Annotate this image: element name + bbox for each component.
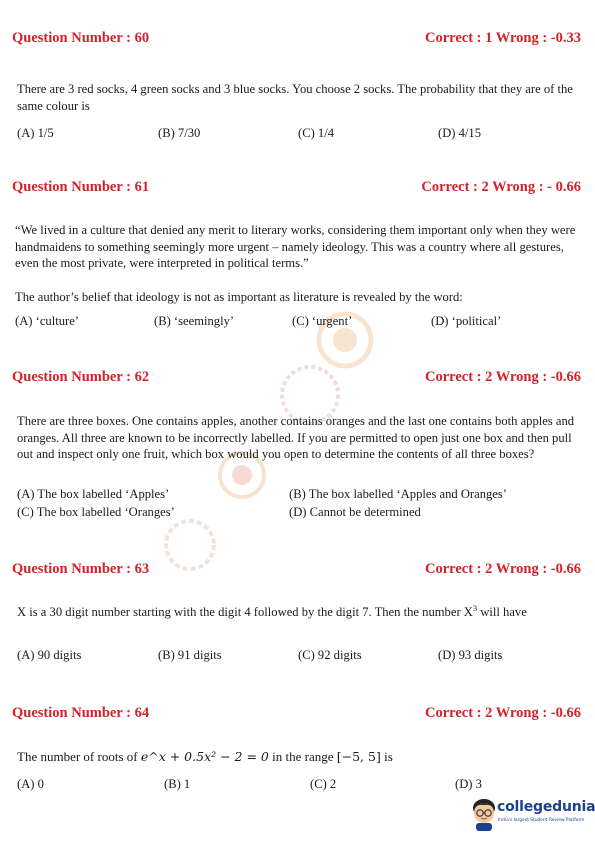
- question-number: Question Number : 60: [12, 30, 150, 46]
- equation: e^x + 0.5x² − 2 = 0: [140, 749, 269, 764]
- question-text: There are three boxes. One contains apples, another contains oranges and the last one contains both apples and oranges. All three are known to be incorrectly labelled. If you are permitted to open just one box and then pull out and inspect only one fruit, which box would you open to determine the contents of all three boxes?: [17, 414, 575, 461]
- option-a[interactable]: (A) 90 digits: [17, 648, 82, 662]
- marking-scheme: Correct : 1 Wrong : -0.33: [425, 30, 581, 46]
- question-number: Question Number : 64: [12, 705, 150, 721]
- question-text: X is a 30 digit number starting with the digit 4 followed by the digit 7. Then the number $X^3$ will have: [17, 602, 527, 619]
- option-c[interactable]: (C) The box labelled ‘Oranges’: [17, 505, 175, 519]
- option-b[interactable]: (B) The box labelled ‘Apples and Oranges’: [289, 487, 507, 501]
- option-d[interactable]: (D) 4/15: [438, 126, 482, 140]
- question-number: Question Number : 61: [12, 179, 150, 195]
- option-b[interactable]: (B) ‘seemingly’: [154, 314, 235, 328]
- question-header-60: [12, 30, 581, 48]
- option-a[interactable]: (A) 1/5: [17, 126, 54, 140]
- option-c[interactable]: (C) 92 digits: [298, 648, 362, 662]
- option-d[interactable]: (D) Cannot be determined: [289, 505, 421, 519]
- option-a[interactable]: (A) 0: [17, 777, 44, 791]
- marking-scheme: Correct : 2 Wrong : -0.66: [425, 561, 581, 577]
- option-a[interactable]: (A) The box labelled ‘Apples’: [17, 487, 170, 501]
- option-a[interactable]: (A) ‘culture’: [15, 314, 79, 328]
- question-header-61: [12, 179, 581, 197]
- question-number: Question Number : 63: [12, 561, 150, 577]
- question-text: The author’s belief that ideology is not as important as literature is revealed by the word:: [15, 290, 463, 304]
- question-header-62: [12, 369, 581, 387]
- marking-scheme: Correct : 2 Wrong : -0.66: [425, 705, 581, 721]
- logo-tagline: India's largest Student Review Platform: [498, 818, 585, 823]
- option-c[interactable]: (C) 1/4: [298, 126, 335, 140]
- question-header-64: [12, 705, 581, 723]
- question-header-63: [12, 561, 581, 579]
- option-d[interactable]: (D) 3: [455, 777, 482, 791]
- question-text: The number of roots of e^x + 0.5x² − 2 = 0 in the range [−5, 5] is: [17, 749, 393, 764]
- range: [−5, 5]: [336, 749, 381, 764]
- option-b[interactable]: (B) 91 digits: [158, 648, 222, 662]
- option-d[interactable]: (D) 93 digits: [438, 648, 503, 662]
- marking-scheme: Correct : 2 Wrong : - 0.66: [421, 179, 581, 195]
- mascot-icon: [470, 796, 498, 832]
- option-c[interactable]: (C) ‘urgent’: [292, 314, 353, 328]
- exponent: 3: [472, 602, 478, 613]
- question-text: There are 3 red socks, 4 green socks and 3 blue socks. You choose 2 socks. The probability that they are of the same colour is: [17, 82, 573, 113]
- question-number: Question Number : 62: [12, 369, 150, 385]
- marking-scheme: Correct : 2 Wrong : -0.66: [425, 369, 581, 385]
- option-b[interactable]: (B) 1: [164, 777, 191, 791]
- logo-wordmark: collegedunia: [497, 799, 595, 815]
- option-d[interactable]: (D) ‘political’: [431, 314, 502, 328]
- option-b[interactable]: (B) 7/30: [158, 126, 201, 140]
- passage-text: “We lived in a culture that denied any merit to literary works, considering them important only when they were handmaidens to something seemingly more urgent – namely ideology. This was a country where all gestures, even the most private, were interpreted in political terms.”: [15, 223, 576, 270]
- option-c[interactable]: (C) 2: [310, 777, 337, 791]
- collegedunia-logo[interactable]: [470, 792, 595, 838]
